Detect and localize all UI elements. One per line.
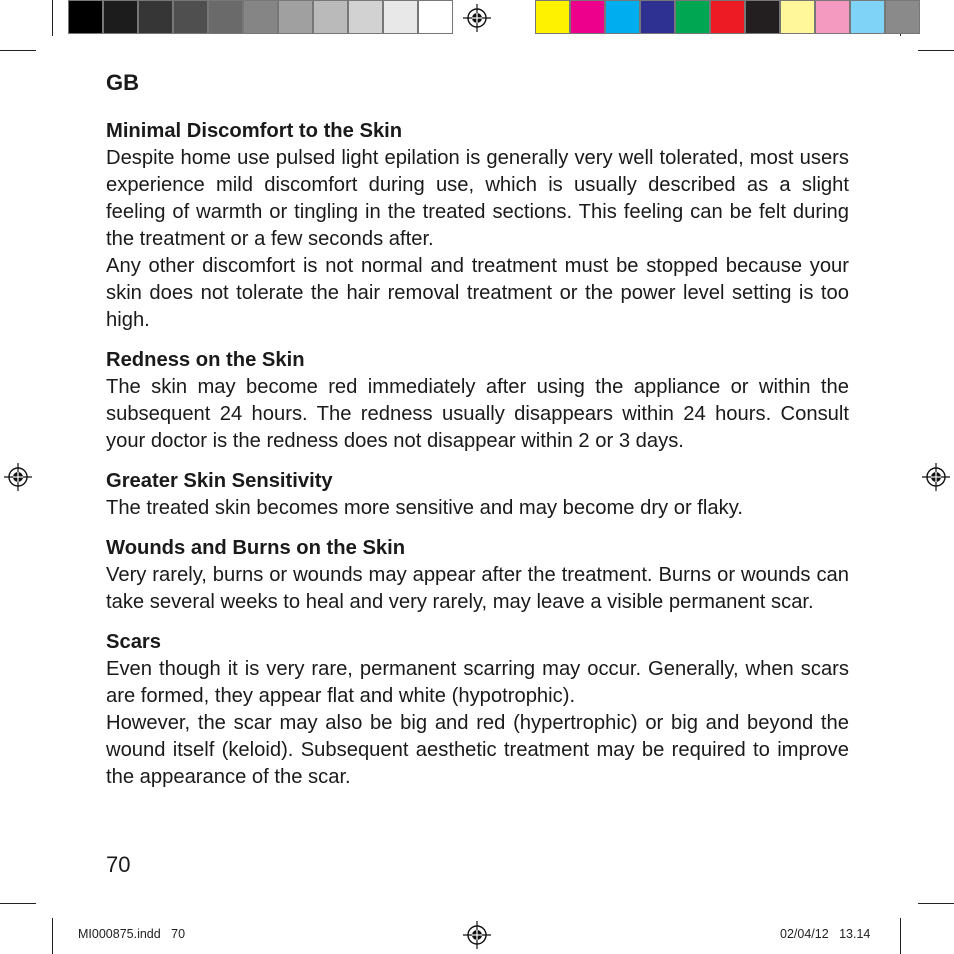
color-swatch [885,0,920,34]
color-calibration-bar [68,0,920,36]
crop-mark [918,50,954,51]
section-heading: Greater Skin Sensitivity [106,470,333,492]
page-number: 70 [106,852,131,877]
document-section [106,629,849,791]
date-slug: 02/04/12 13.14 [780,927,871,941]
color-swatch [243,0,278,34]
color-swatch [605,0,640,34]
section-paragraph: Even though it is very rare, permanent scarring may occur. Generally, when scars are formed, they appear flat and white (hypotrophic). [106,658,849,707]
registration-target-icon [463,921,491,949]
color-swatch [745,0,780,34]
color-swatch [815,0,850,34]
crop-mark [52,0,53,36]
color-swatch [68,0,103,34]
section-heading: Scars [106,631,162,653]
crop-mark [900,918,901,954]
section-heading: Minimal Discomfort to the Skin [106,120,403,142]
color-swatch [278,0,313,34]
crop-mark [918,903,954,904]
section-paragraph: However, the scar may also be big and red (hypertrophic) or big and beyond the wound itself (keloid). Subsequent aesthetic treatment may be required to improve the appearance of the scar. [106,712,849,788]
section-paragraph: The skin may become red immediately after using the appliance or within the subsequent 24 hours. The redness usually disappears within 24 hours. Consult your doctor is the redness does not disappear within 2 or 3 days. [106,376,849,452]
section-heading: Wounds and Burns on the Skin [106,537,406,559]
color-swatch [348,0,383,34]
color-swatch [418,0,453,34]
crop-mark [52,918,53,954]
color-swatch [640,0,675,34]
registration-target-icon [922,463,950,491]
color-swatch [675,0,710,34]
section-paragraph: Very rarely, burns or wounds may appear after the treatment. Burns or wounds can take several weeks to heal and very rarely, may leave a visible permanent scar. [106,564,849,613]
color-swatch [535,0,570,34]
color-swatch [850,0,885,34]
color-swatch [570,0,605,34]
color-swatch [208,0,243,34]
crop-mark [0,903,36,904]
document-section [106,468,849,522]
color-swatch [103,0,138,34]
document-section [106,118,849,334]
color-swatch [173,0,208,34]
color-swatch [780,0,815,34]
document-section [106,347,849,455]
color-swatch [313,0,348,34]
section-paragraph: Despite home use pulsed light epilation is generally very well tolerated, most users experience mild discomfort during use, which is usually described as a slight feeling of warmth or tingling in the treated sections. This feeling can be felt during the treatment or a few seconds after. [106,147,849,250]
color-swatch [138,0,173,34]
grayscale-swatches [68,0,453,36]
registration-target-icon [463,4,491,32]
document-section [106,535,849,616]
section-heading: Redness on the Skin [106,349,305,371]
crop-mark [0,50,36,51]
document-body [106,118,849,804]
registration-target-icon [4,463,32,491]
language-code: GB [106,70,139,95]
color-swatch [383,0,418,34]
file-slug: MI000875.indd 70 [78,927,186,941]
color-swatch [710,0,745,34]
color-swatches [535,0,920,36]
section-paragraph: Any other discomfort is not normal and treatment must be stopped because your skin does not tolerate the hair removal treatment or the power level setting is too high. [106,255,849,331]
section-paragraph: The treated skin becomes more sensitive and may become dry or flaky. [106,497,743,519]
